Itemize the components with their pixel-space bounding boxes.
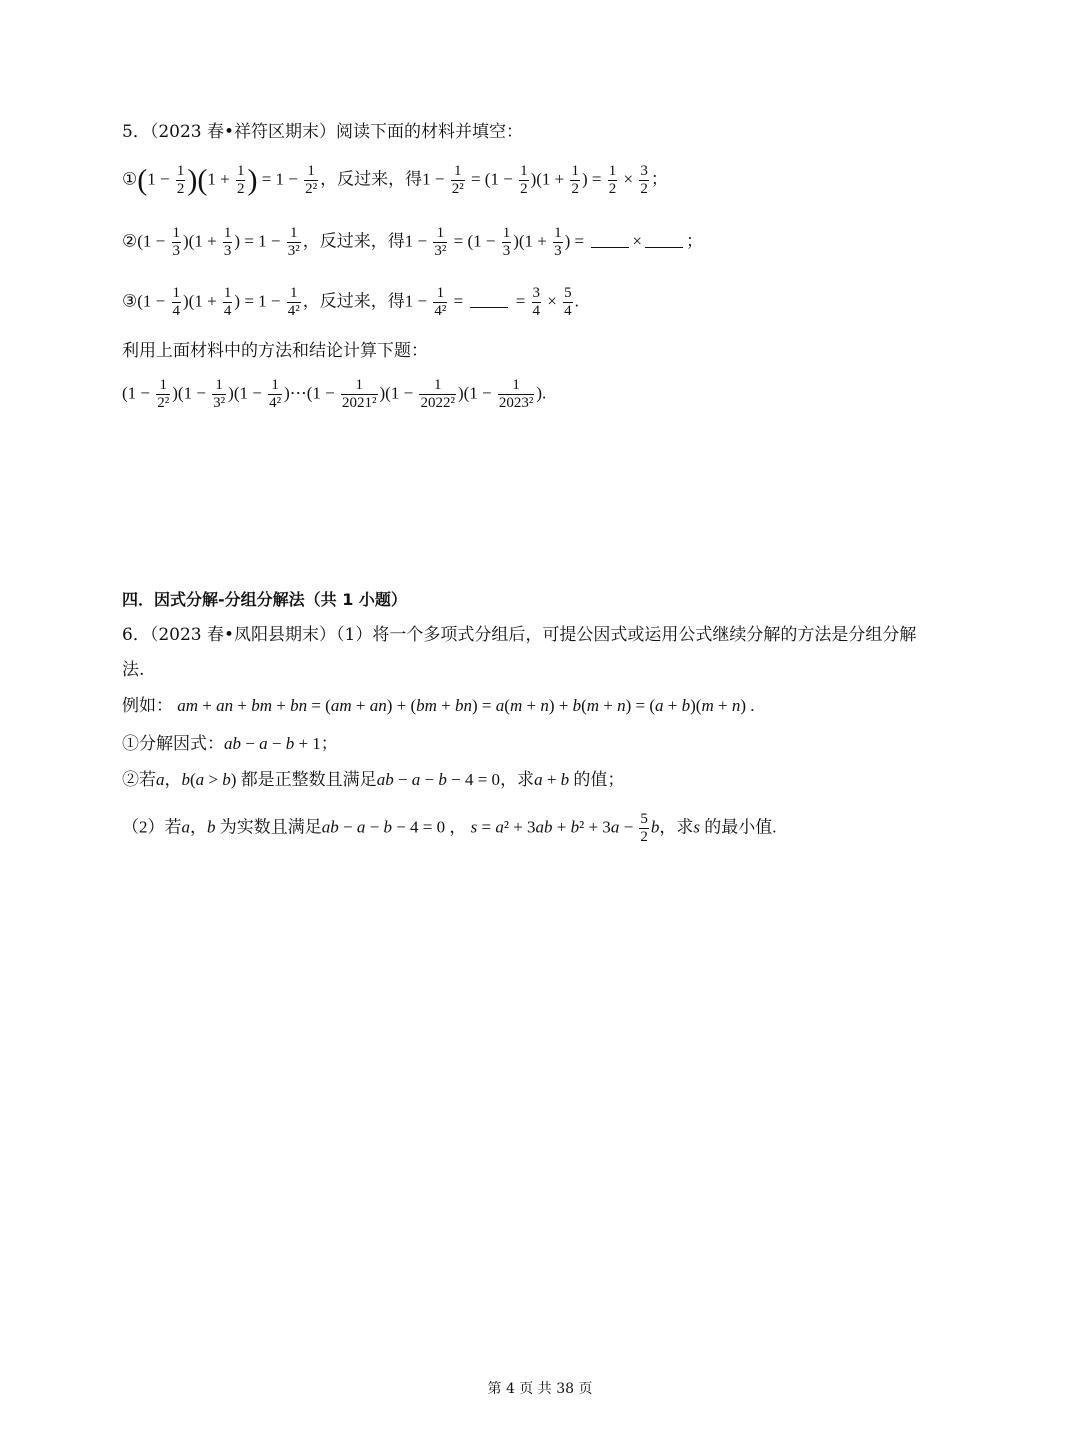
q6-part-1: ①分解因式：ab − a − b + 1； [122, 734, 338, 753]
q5-instruction: 利用上面材料中的方法和结论计算下题： [122, 341, 428, 361]
answer-blank[interactable] [591, 247, 629, 248]
q5-calculation: (1 − $\frac{1}{\text{2²}}$ )(1 − $\frac{1}{\text{3²}}$ )(1 − $\frac{1}{\text{4²}}$ )⋯(1 − $\frac{1}{\text{2021²}}$ )(1 − $\frac{1}{\text{2022²}}$ )(1 − $\frac{1}{\text{2023²}}$ ). [122, 377, 547, 411]
q6-example: 例如： am + an + bm + bn = (am + an) + (bm + bn) = a(m + n) + b(m + n) = (a + b)(m + n) . [122, 696, 755, 715]
q6-question-2: （2）若a，b 为实数且满足ab − a − b − 4 = 0 ， s = a² + 3ab + b² + 3a − $\frac{5}{2}$ b，求s 的最小值. [122, 811, 777, 845]
q6-line-1: 6．（2023 春•凤阳县期末）（1）将一个多项式分组后，可提公因式或运用公式继续分解的方法是分组分解 [122, 625, 917, 645]
q5-header: 5．（2023 春•祥符区期末）阅读下面的材料并填空： [122, 122, 524, 142]
q5-line-2: ②(1 − $\frac{1}{3}$ )(1 + $\frac{1}{3}$ ) = 1 − $\frac{1}{\text{3²}}$ ，反过来，得1 − $\frac{1}{\text{3²}}$ = (1 − $\frac{1}{3}$ )(1 + $\frac{1}{3}$ ) = × ； [122, 225, 703, 259]
circle-1-marker: ① [122, 169, 138, 189]
section-title: 四．因式分解-分组分解法（共 1 小题） [122, 590, 407, 609]
q6-line-2: 法. [122, 660, 145, 680]
page-footer: 第 4 页 共 38 页 [487, 1381, 593, 1397]
circle-2-marker: ② [122, 231, 138, 251]
q6-part-2: ②若a，b(a > b) 都是正整数且满足ab − a − b − 4 = 0，求a + b 的值； [122, 770, 625, 789]
answer-blank[interactable] [470, 307, 508, 308]
q5-line-3: ③(1 − $\frac{1}{4}$ )(1 + $\frac{1}{4}$ ) = 1 − $\frac{1}{\text{4²}}$ ，反过来，得1 − $\frac{1}{\text{4²}}$ = = $\frac{3}{4}$ × $\frac{5}{4}$ . [122, 285, 579, 319]
q5-line-1: ①(1 − $\frac{1}{2}$ )(1 + $\frac{1}{2}$ ) = 1 − $\frac{1}{\text{2²}}$ ，反过来，得1 − $\frac{1}{\text{2²}}$ = (1 − $\frac{1}{2}$ )(1 + $\frac{1}{2}$ ) = $\frac{1}{2}$ × $\frac{3}{2}$ ； [122, 163, 668, 197]
answer-blank[interactable] [645, 247, 683, 248]
circle-3-marker: ③ [122, 291, 138, 311]
